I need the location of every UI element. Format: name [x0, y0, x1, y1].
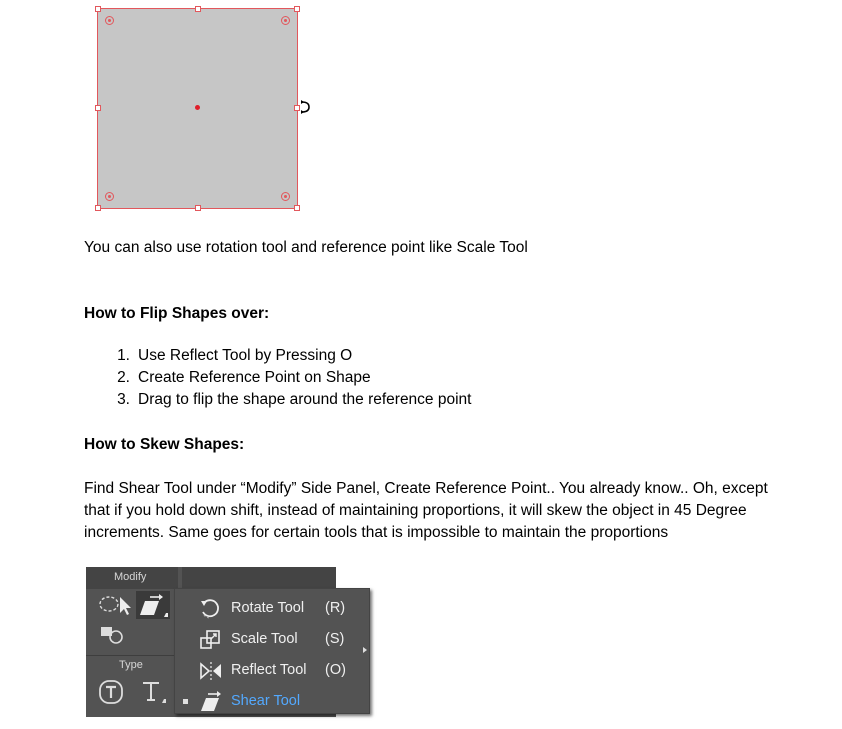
resize-handle-left[interactable] [95, 105, 101, 111]
corner-widget-top-right[interactable] [281, 16, 290, 25]
panel-header-strip [182, 567, 336, 589]
flip-steps-list [84, 345, 471, 411]
corner-widget-bottom-left[interactable] [105, 192, 114, 201]
selected-square-figure [92, 2, 312, 216]
center-point [195, 105, 200, 110]
list-item: 2. Create Reference Point on Shape [117, 369, 371, 386]
flyout-item-shear-tool[interactable]: Shear Tool [175, 686, 371, 717]
blend-tool-icon[interactable] [98, 593, 132, 617]
shear-tool-button[interactable] [136, 591, 170, 619]
shear-icon [199, 691, 223, 718]
tool-panel-screenshot [86, 567, 376, 719]
divider [86, 655, 178, 656]
resize-handle-bottom-right[interactable] [294, 205, 300, 211]
flip-heading: How to Flip Shapes over: [84, 305, 270, 322]
corner-widget-bottom-right[interactable] [281, 192, 290, 201]
list-item: 1. Use Reflect Tool by Pressing O [117, 347, 353, 364]
rotate-icon [199, 598, 221, 625]
area-type-tool-icon[interactable] [98, 679, 124, 705]
skew-heading: How to Skew Shapes: [84, 436, 245, 453]
resize-handle-bottom-left[interactable] [95, 205, 101, 211]
flyout-expand-arrow-icon[interactable] [363, 647, 367, 653]
selected-indicator [183, 699, 188, 704]
list-item: 3. Drag to flip the shape around the reference point [117, 391, 472, 408]
resize-handle-top-right[interactable] [294, 6, 300, 12]
rotate-cursor-icon [298, 99, 312, 115]
scale-icon [199, 629, 221, 656]
type-label: Type [119, 659, 143, 671]
flyout-item-scale-tool[interactable]: Scale Tool (S) [175, 624, 371, 655]
resize-handle-bottom[interactable] [195, 205, 201, 211]
rotation-note-text: You can also use rotation tool and reference point like Scale Tool [84, 239, 528, 256]
reflect-icon [199, 660, 223, 687]
flyout-item-rotate-tool[interactable]: Rotate Tool (R) [175, 593, 371, 624]
flyout-item-reflect-tool[interactable]: Reflect Tool (O) [175, 655, 371, 686]
type-tool-icon[interactable] [140, 679, 170, 705]
transform-tools-flyout [174, 588, 370, 714]
corner-widget-top-left[interactable] [105, 16, 114, 25]
shape-builder-tool-icon[interactable] [100, 625, 126, 645]
resize-handle-top[interactable] [195, 6, 201, 12]
modify-label: Modify [114, 571, 147, 583]
resize-handle-top-left[interactable] [95, 6, 101, 12]
skew-body-text: Find Shear Tool under “Modify” Side Panel, Create Reference Point.. You already know.. Oh, except that if you hold down shift, instead of maintaining proportions, it will skew the object in 45 Degree increments. Same goes for certain tools that is impossible to maintain the proportions [84, 480, 768, 541]
